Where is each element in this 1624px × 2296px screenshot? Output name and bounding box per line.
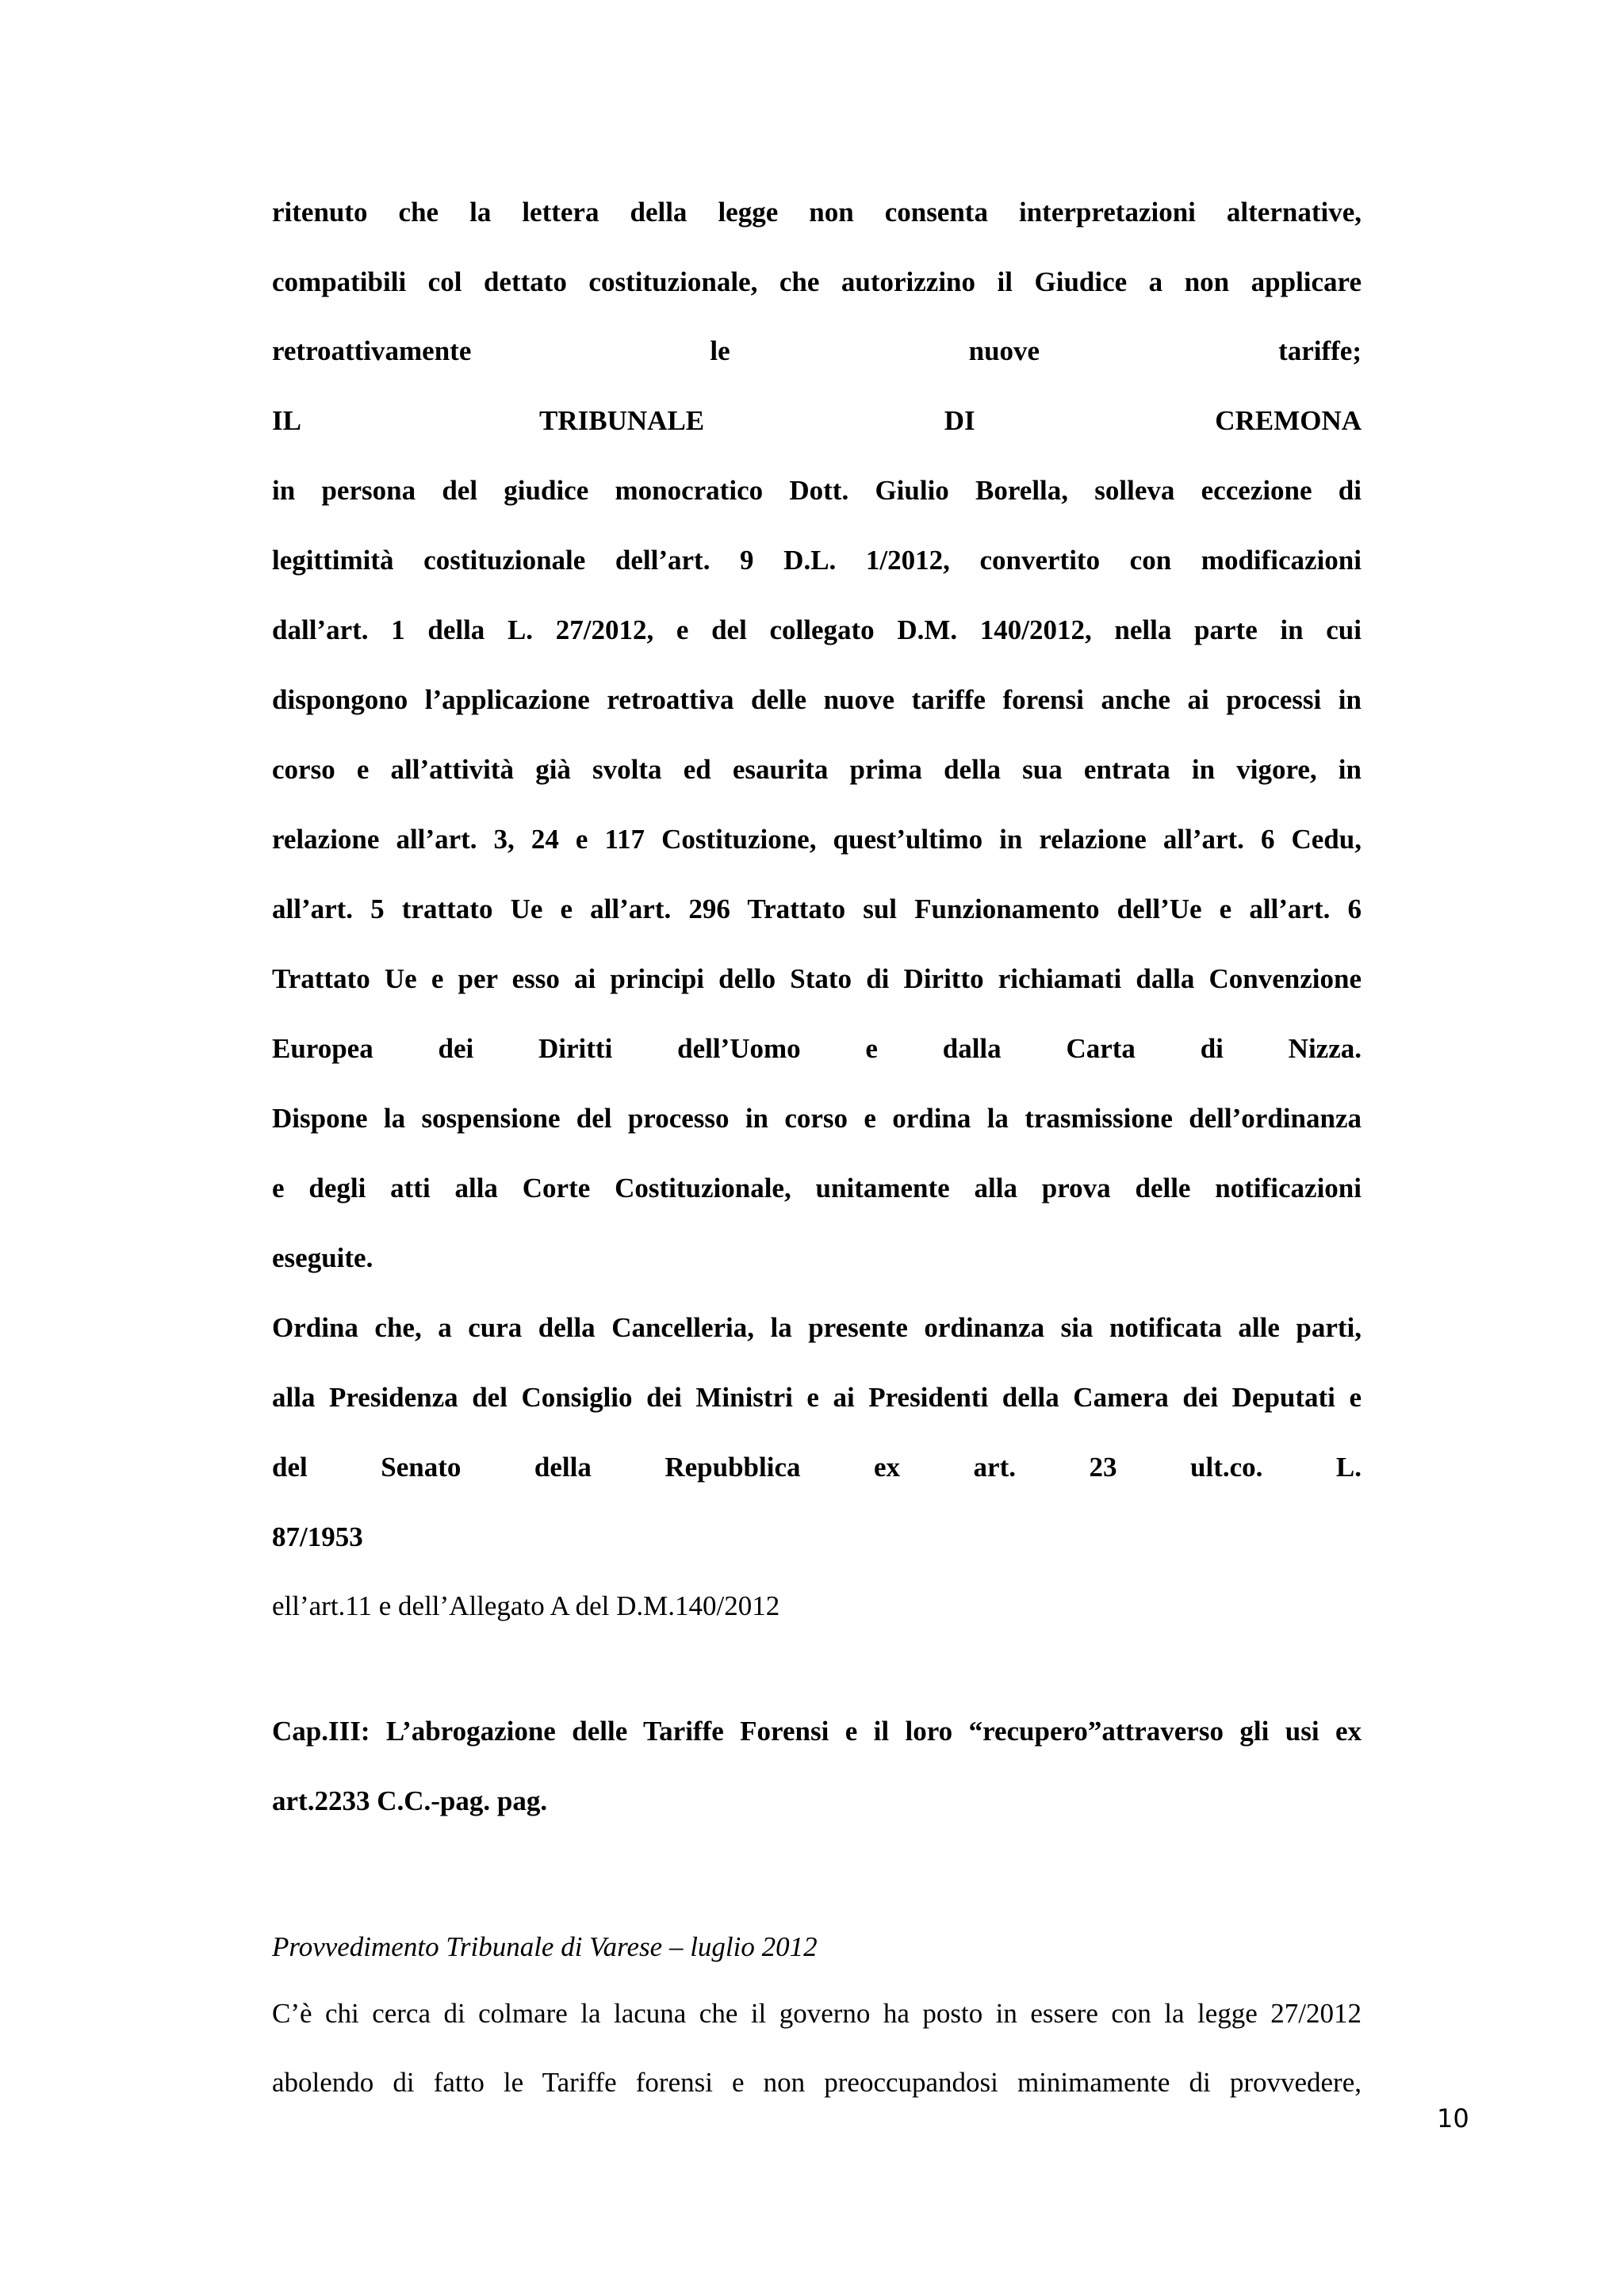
text-line: dispongono l’applicazione retroattiva delle nuove tariffe forensi anche ai processi in [272,684,1362,715]
text-line: retroattivamente le nuove tariffe; [272,335,1362,366]
page-number: 10 [1437,2103,1469,2133]
text-line: Europea dei Diritti dell’Uomo e dalla Carta di Nizza. [272,1033,1362,1064]
text-line: compatibili col dettato costituzionale, che autorizzino il Giudice a non applicare [272,266,1362,297]
text-line: all’art. 5 trattato Ue e all’art. 296 Trattato sul Funzionamento dell’Ue e all’art. 6 [272,894,1362,924]
text-line: alla Presidenza del Consiglio dei Ministri e ai Presidenti della Camera dei Deputati e [272,1382,1362,1413]
text-line: ritenuto che la lettera della legge non consenta interpretazioni alternative, [272,197,1362,228]
text-line: Dispone la sospensione del processo in corso e ordina la trasmissione dell’ordinanza [272,1103,1362,1134]
text-line: eseguite. [272,1242,373,1273]
text-line: e degli atti alla Corte Costituzionale, unitamente alla prova delle notificazioni [272,1173,1362,1203]
text-line: corso e all’attività già svolta ed esaurita prima della sua entrata in vigore, in [272,754,1362,785]
section-title: Provvedimento Tribunale di Varese – luglio 2012 [272,1931,818,1962]
text-line: in persona del giudice monocratico Dott. Giulio Borella, solleva eccezione di [272,475,1362,506]
heading-tribunale: IL TRIBUNALE DI CREMONA [272,405,1362,436]
text-line: ell’art.11 e dell’Allegato A del D.M.140/2012 [272,1590,780,1621]
text-line: dall’art. 1 della L. 27/2012, e del collegato D.M. 140/2012, nella parte in cui [272,614,1362,645]
text-line: Trattato Ue e per esso ai principi dello Stato di Diritto richiamati dalla Convenzione [272,963,1362,994]
chapter-heading: Cap.III: L’abrogazione delle Tariffe Forensi e il loro “recupero”attraverso gli usi ex [272,1716,1362,1747]
text-line: Ordina che, a cura della Cancelleria, la presente ordinanza sia notificata alle parti, [272,1312,1362,1343]
text-line: relazione all’art. 3, 24 e 117 Costituzione, quest’ultimo in relazione all’art. 6 Cedu, [272,824,1362,855]
chapter-heading-continued: art.2233 C.C.-pag. pag. [272,1785,548,1816]
text-line: C’è chi cerca di colmare la lacuna che il governo ha posto in essere con la legge 27/2012 [272,1998,1362,2029]
text-line: legittimità costituzionale dell’art. 9 D.L. 1/2012, convertito con modificazioni [272,545,1362,576]
text-line: 87/1953 [272,1521,363,1552]
text-line: del Senato della Repubblica ex art. 23 ult.co. L. [272,1452,1362,1483]
text-line: abolendo di fatto le Tariffe forensi e non preoccupandosi minimamente di provvedere, [272,2067,1362,2098]
